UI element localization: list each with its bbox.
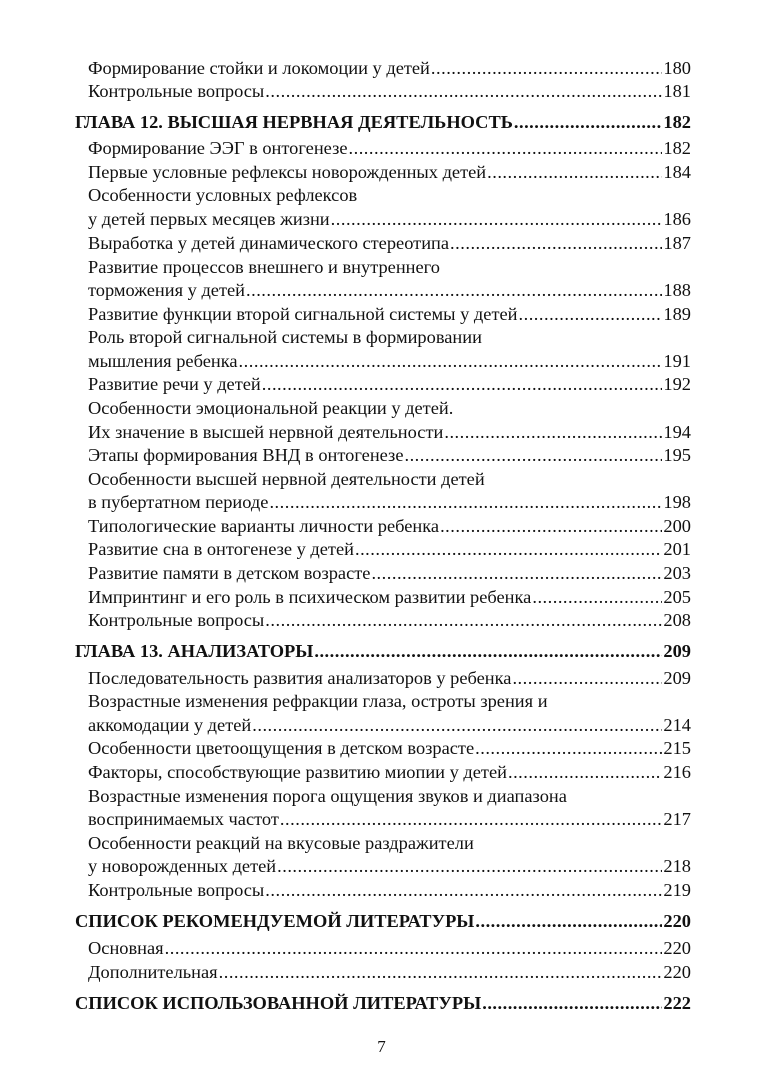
- page-ref: 184: [663, 162, 691, 182]
- page-ref: 187: [663, 233, 691, 253]
- page-ref: 205: [663, 587, 691, 607]
- entry-title: Развитие сна в онтогенезе у детей: [88, 539, 354, 559]
- dot-leader: [262, 373, 663, 395]
- toc-entry-row: [88, 714, 691, 736]
- entry-title: Возрастные изменения порога ощущения звуков и диапазона: [88, 786, 567, 806]
- entry-title: Выработка у детей динамического стереотипа: [88, 233, 450, 253]
- page-ref: 182: [663, 112, 691, 132]
- dot-leader: [487, 161, 662, 183]
- toc-entry-row: [88, 515, 691, 537]
- dot-leader: [431, 57, 663, 79]
- dot-leader: [265, 879, 662, 901]
- toc-entry-row: [88, 184, 691, 206]
- toc-entry-row: [88, 256, 691, 278]
- toc-chapter-row: [75, 111, 691, 133]
- dot-leader: [508, 761, 662, 783]
- entry-title: у детей первых месяцев жизни: [88, 209, 330, 229]
- page-ref: 192: [663, 374, 691, 394]
- chapter-title: СПИСОК ИСПОЛЬЗОВАННОЙ ЛИТЕРАТУРЫ: [75, 993, 482, 1013]
- toc-entry-row: [88, 808, 691, 830]
- dot-leader: [165, 937, 663, 959]
- toc-entry-row: [88, 538, 691, 560]
- toc-entry-row: [88, 397, 691, 419]
- page-ref: 191: [663, 351, 691, 371]
- entry-title: Контрольные вопросы: [88, 81, 265, 101]
- entry-title: Особенности условных рефлексов: [88, 185, 358, 205]
- entry-title: мышления ребенка: [88, 351, 238, 371]
- toc-entry-row: [88, 208, 691, 230]
- entry-title: Импринтинг и его роль в психическом развитии ребенка: [88, 587, 532, 607]
- entry-title: Этапы формирования ВНД в онтогенезе: [88, 445, 404, 465]
- dot-leader: [265, 609, 662, 631]
- dot-leader: [269, 491, 662, 513]
- dot-leader: [239, 350, 663, 372]
- dot-leader: [246, 279, 662, 301]
- page-ref: 195: [663, 445, 691, 465]
- toc-entry-row: [88, 690, 691, 712]
- page-ref: 194: [663, 422, 691, 442]
- page-ref: 216: [663, 762, 691, 782]
- toc-entry-row: [88, 761, 691, 783]
- page-ref: 208: [663, 610, 691, 630]
- page-ref: 220: [663, 962, 691, 982]
- dot-leader: [277, 855, 662, 877]
- page-ref: 189: [663, 304, 691, 324]
- entry-title: Особенности реакций на вкусовые раздражители: [88, 833, 474, 853]
- toc-entry-row: [88, 161, 691, 183]
- page-ref: 200: [663, 516, 691, 536]
- page-ref: 198: [663, 492, 691, 512]
- toc-entry-row: [88, 937, 691, 959]
- toc-entry-row: [88, 961, 691, 983]
- toc-entry-row: [88, 832, 691, 854]
- entry-title: Формирование стойки и локомоции у детей: [88, 58, 430, 78]
- page-ref: 217: [663, 809, 691, 829]
- chapter-title: ГЛАВА 13. АНАЛИЗАТОРЫ: [75, 641, 314, 661]
- dot-leader: [371, 562, 662, 584]
- entry-title: Развитие памяти в детском возрасте: [88, 563, 371, 583]
- toc-entry-row: [88, 421, 691, 443]
- page-ref: 186: [663, 209, 691, 229]
- page-ref: 188: [663, 280, 691, 300]
- page-ref: 182: [663, 138, 691, 158]
- dot-leader: [252, 714, 662, 736]
- entry-title: Возрастные изменения рефракции глаза, остроты зрения и: [88, 691, 548, 711]
- entry-title: Развитие процессов внешнего и внутреннего: [88, 257, 440, 277]
- entry-title: Контрольные вопросы: [88, 610, 265, 630]
- dot-leader: [444, 421, 662, 443]
- toc-entry-row: [88, 232, 691, 254]
- entry-title: Основная: [88, 938, 164, 958]
- page-ref: 222: [663, 993, 691, 1013]
- entry-title: Последовательность развития анализаторов у ребенка: [88, 668, 512, 688]
- page-ref: 214: [663, 715, 691, 735]
- entry-title: Их значение в высшей нервной деятельности: [88, 422, 444, 442]
- dot-leader: [512, 667, 662, 689]
- toc-entry-row: [88, 373, 691, 395]
- page-ref: 209: [663, 641, 691, 661]
- toc-chapter-row: [75, 640, 691, 662]
- entry-title: аккомодации у детей: [88, 715, 252, 735]
- page-number: 7: [377, 1037, 386, 1056]
- toc-entry-row: [88, 350, 691, 372]
- dot-leader: [280, 808, 662, 830]
- dot-leader: [219, 961, 663, 983]
- entry-title: Контрольные вопросы: [88, 880, 265, 900]
- page-ref: 220: [663, 938, 691, 958]
- toc-chapter-row: [75, 992, 691, 1014]
- entry-title: Особенности цветоощущения в детском возрасте: [88, 738, 475, 758]
- entry-title: Дополнительная: [88, 962, 218, 982]
- page-ref: 215: [663, 738, 691, 758]
- toc-entry-row: [88, 562, 691, 584]
- toc-entry-row: [88, 137, 691, 159]
- dot-leader: [265, 80, 662, 102]
- toc-entry-row: [88, 444, 691, 466]
- dot-leader: [349, 137, 663, 159]
- toc-entry-row: [88, 80, 691, 102]
- entry-title: Типологические варианты личности ребенка: [88, 516, 440, 536]
- entry-title: воспринимаемых частот: [88, 809, 279, 829]
- dot-leader: [514, 111, 663, 133]
- chapter-title: СПИСОК РЕКОМЕНДУЕМОЙ ЛИТЕРАТУРЫ: [75, 911, 475, 931]
- entry-title: торможения у детей: [88, 280, 246, 300]
- page-ref: 181: [663, 81, 691, 101]
- toc-entry-row: [88, 879, 691, 901]
- entry-title: Первые условные рефлексы новорожденных детей: [88, 162, 487, 182]
- toc-entry-row: [88, 855, 691, 877]
- entry-title: Формирование ЭЭГ в онтогенезе: [88, 138, 348, 158]
- dot-leader: [355, 538, 662, 560]
- entry-title: Роль второй сигнальной системы в формировании: [88, 327, 482, 347]
- dot-leader: [331, 208, 663, 230]
- dot-leader: [440, 515, 662, 537]
- toc-chapter-row: [75, 910, 691, 932]
- chapter-title: ГЛАВА 12. ВЫСШАЯ НЕРВНАЯ ДЕЯТЕЛЬНОСТЬ: [75, 112, 513, 132]
- entry-title: Факторы, способствующие развитию миопии у детей: [88, 762, 507, 782]
- dot-leader: [482, 992, 662, 1014]
- toc-entry-row: [88, 586, 691, 608]
- entry-title: Особенности высшей нервной деятельности детей: [88, 469, 485, 489]
- entry-title: Особенности эмоциональной реакции у детей.: [88, 398, 454, 418]
- page-ref: 220: [663, 911, 691, 931]
- entry-title: Развитие функции второй сигнальной системы у детей: [88, 304, 518, 324]
- dot-leader: [519, 303, 663, 325]
- toc-entry-row: [88, 468, 691, 490]
- dot-leader: [404, 444, 662, 466]
- toc-entry-row: [88, 785, 691, 807]
- page-ref: 219: [663, 880, 691, 900]
- entry-title: Развитие речи у детей: [88, 374, 261, 394]
- toc-entry-row: [88, 303, 691, 325]
- toc-entry-row: [88, 57, 691, 79]
- dot-leader: [475, 910, 662, 932]
- toc-entry-row: [88, 737, 691, 759]
- entry-title: у новорожденных детей: [88, 856, 277, 876]
- toc-entry-row: [88, 491, 691, 513]
- page-ref: 203: [663, 563, 691, 583]
- dot-leader: [475, 737, 662, 759]
- dot-leader: [314, 640, 662, 662]
- toc-entry-row: [88, 609, 691, 631]
- page-ref: 201: [663, 539, 691, 559]
- toc-entry-row: [88, 667, 691, 689]
- dot-leader: [450, 232, 662, 254]
- page-ref: 209: [663, 668, 691, 688]
- toc-entry-row: [88, 279, 691, 301]
- page-ref: 180: [663, 58, 691, 78]
- page-ref: 218: [663, 856, 691, 876]
- entry-title: в пубертатном периоде: [88, 492, 269, 512]
- toc-entry-row: [88, 326, 691, 348]
- dot-leader: [532, 586, 662, 608]
